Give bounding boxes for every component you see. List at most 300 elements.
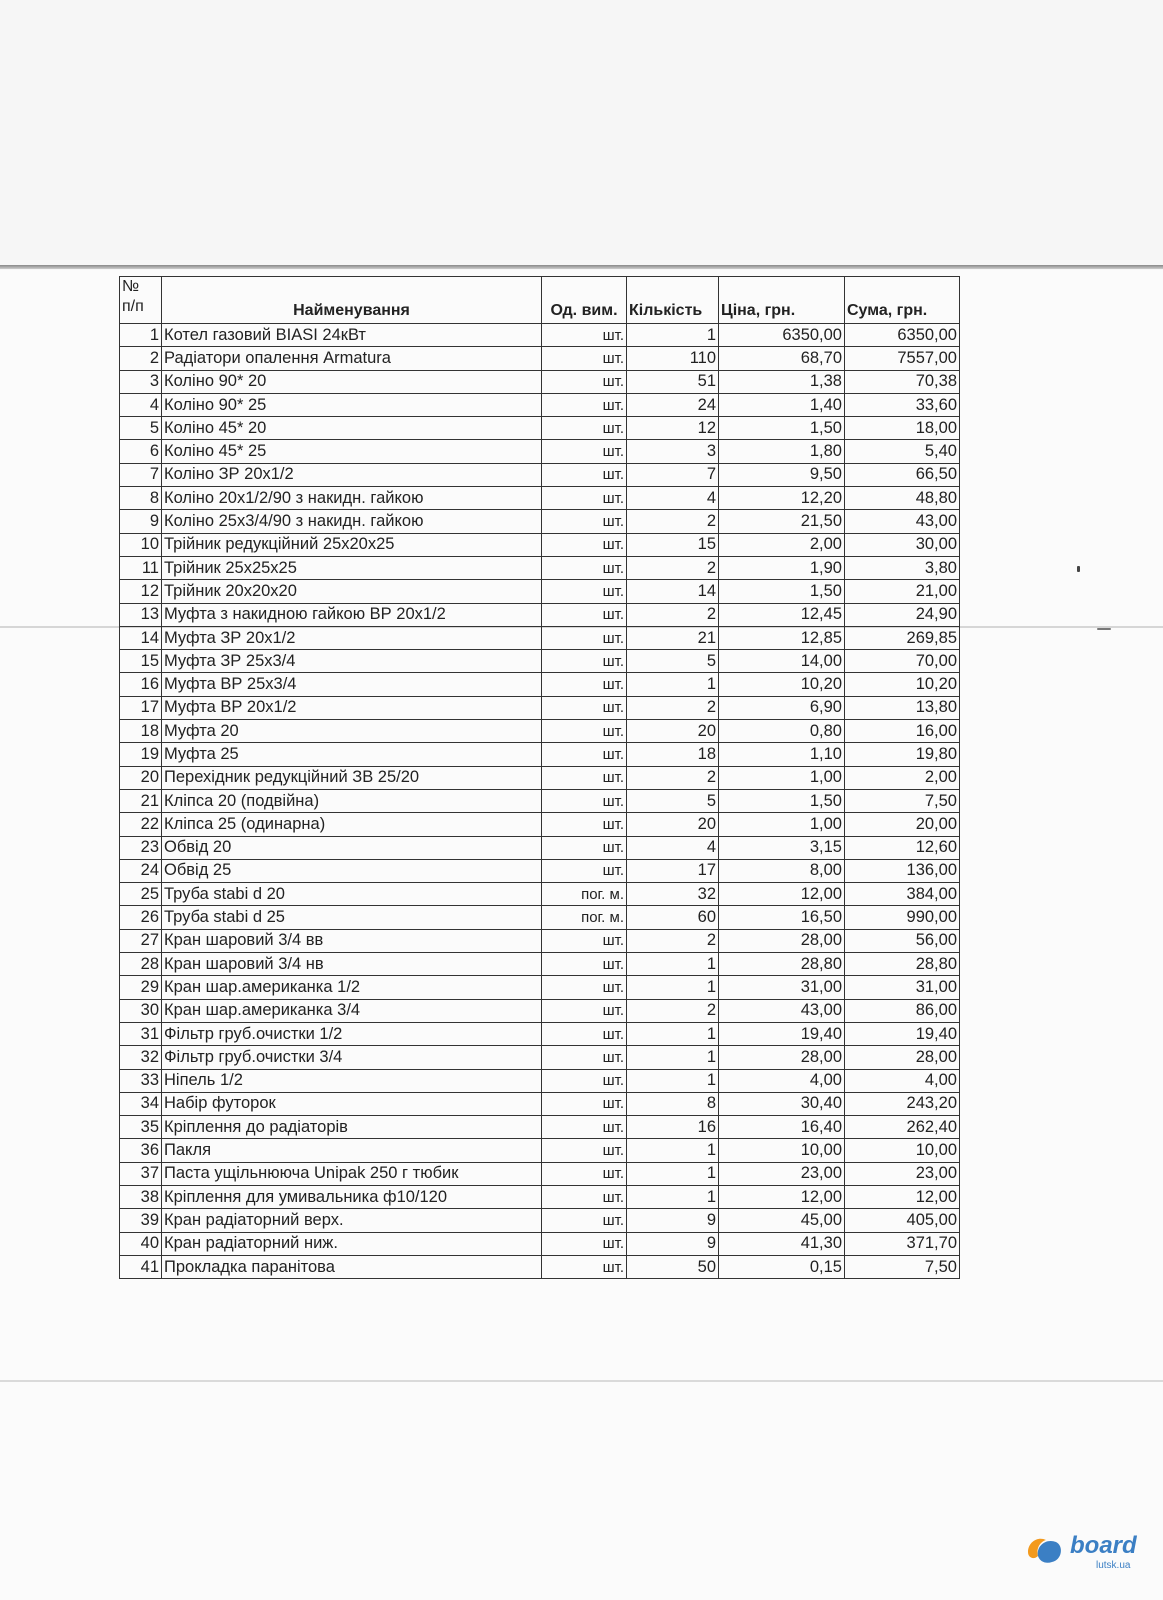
item-sum: 20,00 — [845, 813, 960, 836]
item-price: 1,00 — [719, 813, 845, 836]
item-sum: 48,80 — [845, 487, 960, 510]
item-qty: 1 — [627, 1162, 719, 1185]
row-number: 23 — [120, 836, 162, 859]
item-unit: шт. — [542, 324, 627, 347]
item-sum: 7,50 — [845, 1255, 960, 1278]
header-name: Найменування — [162, 277, 542, 324]
item-sum: 262,40 — [845, 1116, 960, 1139]
item-sum: 7,50 — [845, 789, 960, 812]
item-sum: 30,00 — [845, 533, 960, 556]
item-sum: 21,00 — [845, 580, 960, 603]
item-sum: 2,00 — [845, 766, 960, 789]
logo-brand-text: board — [1070, 1532, 1137, 1559]
table-row — [120, 463, 960, 486]
table-row — [120, 743, 960, 766]
item-name: Труба stabi d 20 — [162, 883, 542, 906]
table-row — [120, 347, 960, 370]
item-sum: 5,40 — [845, 440, 960, 463]
item-name: Коліно 25х3/4/90 з накидн. гайкою — [162, 510, 542, 533]
table-row — [120, 650, 960, 673]
row-number: 36 — [120, 1139, 162, 1162]
item-price: 10,20 — [719, 673, 845, 696]
item-name: Коліно 45* 20 — [162, 417, 542, 440]
item-sum: 269,85 — [845, 626, 960, 649]
item-unit: шт. — [542, 417, 627, 440]
item-qty: 21 — [627, 626, 719, 649]
item-price: 10,00 — [719, 1139, 845, 1162]
item-qty: 1 — [627, 1022, 719, 1045]
item-name: Котел газовий BIASI 24кВт — [162, 324, 542, 347]
item-price: 3,15 — [719, 836, 845, 859]
item-price: 6,90 — [719, 696, 845, 719]
item-qty: 4 — [627, 487, 719, 510]
item-unit: шт. — [542, 976, 627, 999]
table-row — [120, 1069, 960, 1092]
item-sum: 28,00 — [845, 1046, 960, 1069]
row-number: 39 — [120, 1209, 162, 1232]
row-number: 22 — [120, 813, 162, 836]
row-number: 6 — [120, 440, 162, 463]
item-sum: 13,80 — [845, 696, 960, 719]
row-number: 3 — [120, 370, 162, 393]
item-qty: 32 — [627, 883, 719, 906]
item-price: 1,00 — [719, 766, 845, 789]
item-name: Обвід 25 — [162, 859, 542, 882]
item-unit: шт. — [542, 626, 627, 649]
row-number: 15 — [120, 650, 162, 673]
item-unit: шт. — [542, 999, 627, 1022]
item-name: Ніпель 1/2 — [162, 1069, 542, 1092]
item-price: 45,00 — [719, 1209, 845, 1232]
header-sum: Сума, грн. — [845, 277, 960, 324]
table-row — [120, 673, 960, 696]
table-row — [120, 580, 960, 603]
item-name: Набір футорок — [162, 1092, 542, 1115]
item-unit: шт. — [542, 1139, 627, 1162]
item-name: Кран шаровий 3/4 вв — [162, 929, 542, 952]
item-unit: шт. — [542, 393, 627, 416]
item-qty: 2 — [627, 556, 719, 579]
fold-line — [0, 1380, 1163, 1382]
item-unit: шт. — [542, 603, 627, 626]
item-name: Трійник редукційний 25х20х25 — [162, 533, 542, 556]
header-unit: Од. вим. — [542, 277, 627, 324]
item-name: Радіатори опалення Armatura — [162, 347, 542, 370]
item-unit: шт. — [542, 347, 627, 370]
item-sum: 6350,00 — [845, 324, 960, 347]
row-number: 19 — [120, 743, 162, 766]
item-qty: 1 — [627, 1046, 719, 1069]
paper-fold-area — [0, 0, 1163, 270]
item-qty: 9 — [627, 1232, 719, 1255]
item-unit: шт. — [542, 463, 627, 486]
item-sum: 43,00 — [845, 510, 960, 533]
item-sum: 19,80 — [845, 743, 960, 766]
item-price: 1,40 — [719, 393, 845, 416]
item-price: 43,00 — [719, 999, 845, 1022]
item-unit: шт. — [542, 487, 627, 510]
table-row — [120, 603, 960, 626]
item-qty: 1 — [627, 1139, 719, 1162]
item-price: 6350,00 — [719, 324, 845, 347]
table-row — [120, 789, 960, 812]
item-sum: 10,00 — [845, 1139, 960, 1162]
item-price: 9,50 — [719, 463, 845, 486]
table-row — [120, 487, 960, 510]
item-unit: шт. — [542, 859, 627, 882]
item-unit: шт. — [542, 766, 627, 789]
table-row — [120, 1139, 960, 1162]
item-name: Коліно 45* 25 — [162, 440, 542, 463]
item-qty: 1 — [627, 1069, 719, 1092]
row-number: 35 — [120, 1116, 162, 1139]
row-number: 32 — [120, 1046, 162, 1069]
item-price: 1,50 — [719, 580, 845, 603]
item-price: 21,50 — [719, 510, 845, 533]
item-sum: 10,20 — [845, 673, 960, 696]
item-qty: 5 — [627, 650, 719, 673]
item-unit: шт. — [542, 720, 627, 743]
item-unit: шт. — [542, 836, 627, 859]
table-row — [120, 1022, 960, 1045]
item-qty: 16 — [627, 1116, 719, 1139]
row-number: 20 — [120, 766, 162, 789]
fold-line — [0, 265, 1163, 269]
item-qty: 15 — [627, 533, 719, 556]
item-unit: шт. — [542, 696, 627, 719]
row-number: 11 — [120, 556, 162, 579]
row-number: 2 — [120, 347, 162, 370]
item-unit: шт. — [542, 1069, 627, 1092]
table-row — [120, 1232, 960, 1255]
item-qty: 60 — [627, 906, 719, 929]
table-row — [120, 324, 960, 347]
item-sum: 70,38 — [845, 370, 960, 393]
item-name: Кран радіаторний ниж. — [162, 1232, 542, 1255]
item-qty: 2 — [627, 766, 719, 789]
row-number: 12 — [120, 580, 162, 603]
item-price: 1,38 — [719, 370, 845, 393]
item-name: Муфта 25 — [162, 743, 542, 766]
item-unit: шт. — [542, 1209, 627, 1232]
item-sum: 70,00 — [845, 650, 960, 673]
item-price: 12,45 — [719, 603, 845, 626]
item-qty: 1 — [627, 1185, 719, 1208]
item-qty: 24 — [627, 393, 719, 416]
table-row — [120, 766, 960, 789]
item-qty: 20 — [627, 813, 719, 836]
item-name: Коліно 90* 20 — [162, 370, 542, 393]
item-name: Муфта ВР 20х1/2 — [162, 696, 542, 719]
item-name: Кліпса 25 (одинарна) — [162, 813, 542, 836]
header-num: № п/п — [120, 277, 162, 324]
item-sum: 12,00 — [845, 1185, 960, 1208]
item-name: Труба stabi d 25 — [162, 906, 542, 929]
item-qty: 1 — [627, 673, 719, 696]
item-price: 0,15 — [719, 1255, 845, 1278]
table-row — [120, 859, 960, 882]
item-sum: 16,00 — [845, 720, 960, 743]
table-row — [120, 836, 960, 859]
item-unit: шт. — [542, 1116, 627, 1139]
item-unit: шт. — [542, 650, 627, 673]
table-row — [120, 999, 960, 1022]
item-qty: 8 — [627, 1092, 719, 1115]
item-sum: 24,90 — [845, 603, 960, 626]
row-number: 38 — [120, 1185, 162, 1208]
item-unit: шт. — [542, 1162, 627, 1185]
item-qty: 50 — [627, 1255, 719, 1278]
row-number: 17 — [120, 696, 162, 719]
table-row — [120, 976, 960, 999]
table-row — [120, 813, 960, 836]
item-price: 41,30 — [719, 1232, 845, 1255]
item-sum: 7557,00 — [845, 347, 960, 370]
table-row — [120, 533, 960, 556]
item-unit: шт. — [542, 743, 627, 766]
item-price: 30,40 — [719, 1092, 845, 1115]
item-price: 16,50 — [719, 906, 845, 929]
item-name: Трійник 25х25х25 — [162, 556, 542, 579]
item-name: Коліно 90* 25 — [162, 393, 542, 416]
item-name: Трійник 20х20х20 — [162, 580, 542, 603]
table-row — [120, 393, 960, 416]
item-price: 14,00 — [719, 650, 845, 673]
item-qty: 2 — [627, 696, 719, 719]
table-row — [120, 883, 960, 906]
item-name: Коліно ЗР 20х1/2 — [162, 463, 542, 486]
row-number: 16 — [120, 673, 162, 696]
item-sum: 56,00 — [845, 929, 960, 952]
row-number: 25 — [120, 883, 162, 906]
row-number: 13 — [120, 603, 162, 626]
item-qty: 2 — [627, 999, 719, 1022]
item-unit: шт. — [542, 789, 627, 812]
row-number: 31 — [120, 1022, 162, 1045]
table-header-row — [120, 277, 960, 324]
item-unit: шт. — [542, 580, 627, 603]
item-sum: 28,80 — [845, 953, 960, 976]
item-unit: шт. — [542, 813, 627, 836]
item-price: 68,70 — [719, 347, 845, 370]
item-unit: шт. — [542, 953, 627, 976]
table-row — [120, 1255, 960, 1278]
header-price: Ціна, грн. — [719, 277, 845, 324]
item-name: Кран радіаторний верх. — [162, 1209, 542, 1232]
item-price: 28,00 — [719, 929, 845, 952]
item-unit: шт. — [542, 929, 627, 952]
item-name: Кріплення до радіаторів — [162, 1116, 542, 1139]
item-price: 12,85 — [719, 626, 845, 649]
table-row — [120, 1092, 960, 1115]
item-price: 19,40 — [719, 1022, 845, 1045]
item-price: 12,00 — [719, 1185, 845, 1208]
logo-domain-text: lutsk.ua — [1096, 1560, 1131, 1571]
row-number: 9 — [120, 510, 162, 533]
row-number: 4 — [120, 393, 162, 416]
item-qty: 7 — [627, 463, 719, 486]
item-unit: шт. — [542, 370, 627, 393]
item-price: 12,00 — [719, 883, 845, 906]
item-qty: 1 — [627, 324, 719, 347]
item-price: 4,00 — [719, 1069, 845, 1092]
row-number: 7 — [120, 463, 162, 486]
table-row — [120, 906, 960, 929]
item-name: Кран шар.американка 1/2 — [162, 976, 542, 999]
item-name: Пакля — [162, 1139, 542, 1162]
item-price: 31,00 — [719, 976, 845, 999]
item-price: 0,80 — [719, 720, 845, 743]
item-qty: 2 — [627, 510, 719, 533]
table-row — [120, 556, 960, 579]
table-row — [120, 417, 960, 440]
table-row — [120, 440, 960, 463]
row-number: 27 — [120, 929, 162, 952]
item-unit: шт. — [542, 1092, 627, 1115]
item-name: Кріплення для умивальника ф10/120 — [162, 1185, 542, 1208]
item-qty: 4 — [627, 836, 719, 859]
scan-speck — [1077, 566, 1080, 572]
row-number: 21 — [120, 789, 162, 812]
item-qty: 1 — [627, 976, 719, 999]
item-sum: 19,40 — [845, 1022, 960, 1045]
item-price: 1,50 — [719, 789, 845, 812]
item-name: Муфта ВР 25х3/4 — [162, 673, 542, 696]
item-price: 23,00 — [719, 1162, 845, 1185]
item-unit: шт. — [542, 556, 627, 579]
item-price: 1,10 — [719, 743, 845, 766]
item-name: Фільтр груб.очистки 1/2 — [162, 1022, 542, 1045]
item-unit: пог. м. — [542, 906, 627, 929]
item-qty: 1 — [627, 953, 719, 976]
table-row — [120, 370, 960, 393]
item-price: 1,80 — [719, 440, 845, 463]
item-name: Коліно 20х1/2/90 з накидн. гайкою — [162, 487, 542, 510]
row-number: 30 — [120, 999, 162, 1022]
table-row — [120, 1209, 960, 1232]
item-sum: 86,00 — [845, 999, 960, 1022]
item-name: Перехідник редукційний ЗВ 25/20 — [162, 766, 542, 789]
item-price: 1,50 — [719, 417, 845, 440]
row-number: 29 — [120, 976, 162, 999]
table-body — [120, 324, 960, 1279]
row-number: 1 — [120, 324, 162, 347]
item-name: Кран шар.американка 3/4 — [162, 999, 542, 1022]
row-number: 28 — [120, 953, 162, 976]
header-qty: Кількість — [627, 277, 719, 324]
item-unit: шт. — [542, 1022, 627, 1045]
item-name: Прокладка паранітова — [162, 1255, 542, 1278]
item-sum: 33,60 — [845, 393, 960, 416]
item-name: Паста ущільнююча Unipak 250 г тюбик — [162, 1162, 542, 1185]
item-qty: 18 — [627, 743, 719, 766]
item-price: 2,00 — [719, 533, 845, 556]
table-row — [120, 929, 960, 952]
item-qty: 3 — [627, 440, 719, 463]
row-number: 34 — [120, 1092, 162, 1115]
item-name: Кран шаровий 3/4 нв — [162, 953, 542, 976]
item-qty: 20 — [627, 720, 719, 743]
item-unit: шт. — [542, 1255, 627, 1278]
table-row — [120, 510, 960, 533]
item-name: Муфта ЗР 25х3/4 — [162, 650, 542, 673]
item-sum: 4,00 — [845, 1069, 960, 1092]
table-row — [120, 1162, 960, 1185]
item-sum: 23,00 — [845, 1162, 960, 1185]
item-price: 28,00 — [719, 1046, 845, 1069]
row-number: 26 — [120, 906, 162, 929]
item-qty: 2 — [627, 929, 719, 952]
item-sum: 31,00 — [845, 976, 960, 999]
item-sum: 384,00 — [845, 883, 960, 906]
item-sum: 12,60 — [845, 836, 960, 859]
item-unit: шт. — [542, 440, 627, 463]
item-unit: шт. — [542, 1046, 627, 1069]
item-unit: шт. — [542, 1232, 627, 1255]
item-sum: 18,00 — [845, 417, 960, 440]
item-name: Муфта з накидною гайкою ВР 20х1/2 — [162, 603, 542, 626]
table-row — [120, 720, 960, 743]
table-row — [120, 626, 960, 649]
item-unit: шт. — [542, 673, 627, 696]
item-price: 12,20 — [719, 487, 845, 510]
scan-speck — [1097, 628, 1111, 630]
table-row — [120, 1116, 960, 1139]
item-qty: 110 — [627, 347, 719, 370]
item-sum: 243,20 — [845, 1092, 960, 1115]
item-name: Муфта 20 — [162, 720, 542, 743]
table-row — [120, 696, 960, 719]
row-number: 33 — [120, 1069, 162, 1092]
row-number: 41 — [120, 1255, 162, 1278]
item-qty: 14 — [627, 580, 719, 603]
item-sum: 66,50 — [845, 463, 960, 486]
item-name: Кліпса 20 (подвійна) — [162, 789, 542, 812]
invoice-table — [119, 276, 960, 1279]
item-qty: 17 — [627, 859, 719, 882]
item-sum: 371,70 — [845, 1232, 960, 1255]
table-row — [120, 1185, 960, 1208]
table-row — [120, 953, 960, 976]
item-sum: 405,00 — [845, 1209, 960, 1232]
row-number: 8 — [120, 487, 162, 510]
item-sum: 990,00 — [845, 906, 960, 929]
item-name: Муфта ЗР 20х1/2 — [162, 626, 542, 649]
item-qty: 51 — [627, 370, 719, 393]
item-name: Обвід 20 — [162, 836, 542, 859]
item-unit: пог. м. — [542, 883, 627, 906]
item-unit: шт. — [542, 510, 627, 533]
table-row — [120, 1046, 960, 1069]
item-price: 16,40 — [719, 1116, 845, 1139]
row-number: 24 — [120, 859, 162, 882]
item-price: 28,80 — [719, 953, 845, 976]
row-number: 37 — [120, 1162, 162, 1185]
row-number: 10 — [120, 533, 162, 556]
row-number: 40 — [120, 1232, 162, 1255]
item-qty: 2 — [627, 603, 719, 626]
item-unit: шт. — [542, 1185, 627, 1208]
logo-mark-icon — [1024, 1534, 1066, 1568]
item-unit: шт. — [542, 533, 627, 556]
board-logo — [1024, 1532, 1144, 1578]
item-qty: 5 — [627, 789, 719, 812]
item-sum: 3,80 — [845, 556, 960, 579]
row-number: 14 — [120, 626, 162, 649]
item-qty: 9 — [627, 1209, 719, 1232]
item-qty: 12 — [627, 417, 719, 440]
item-sum: 136,00 — [845, 859, 960, 882]
